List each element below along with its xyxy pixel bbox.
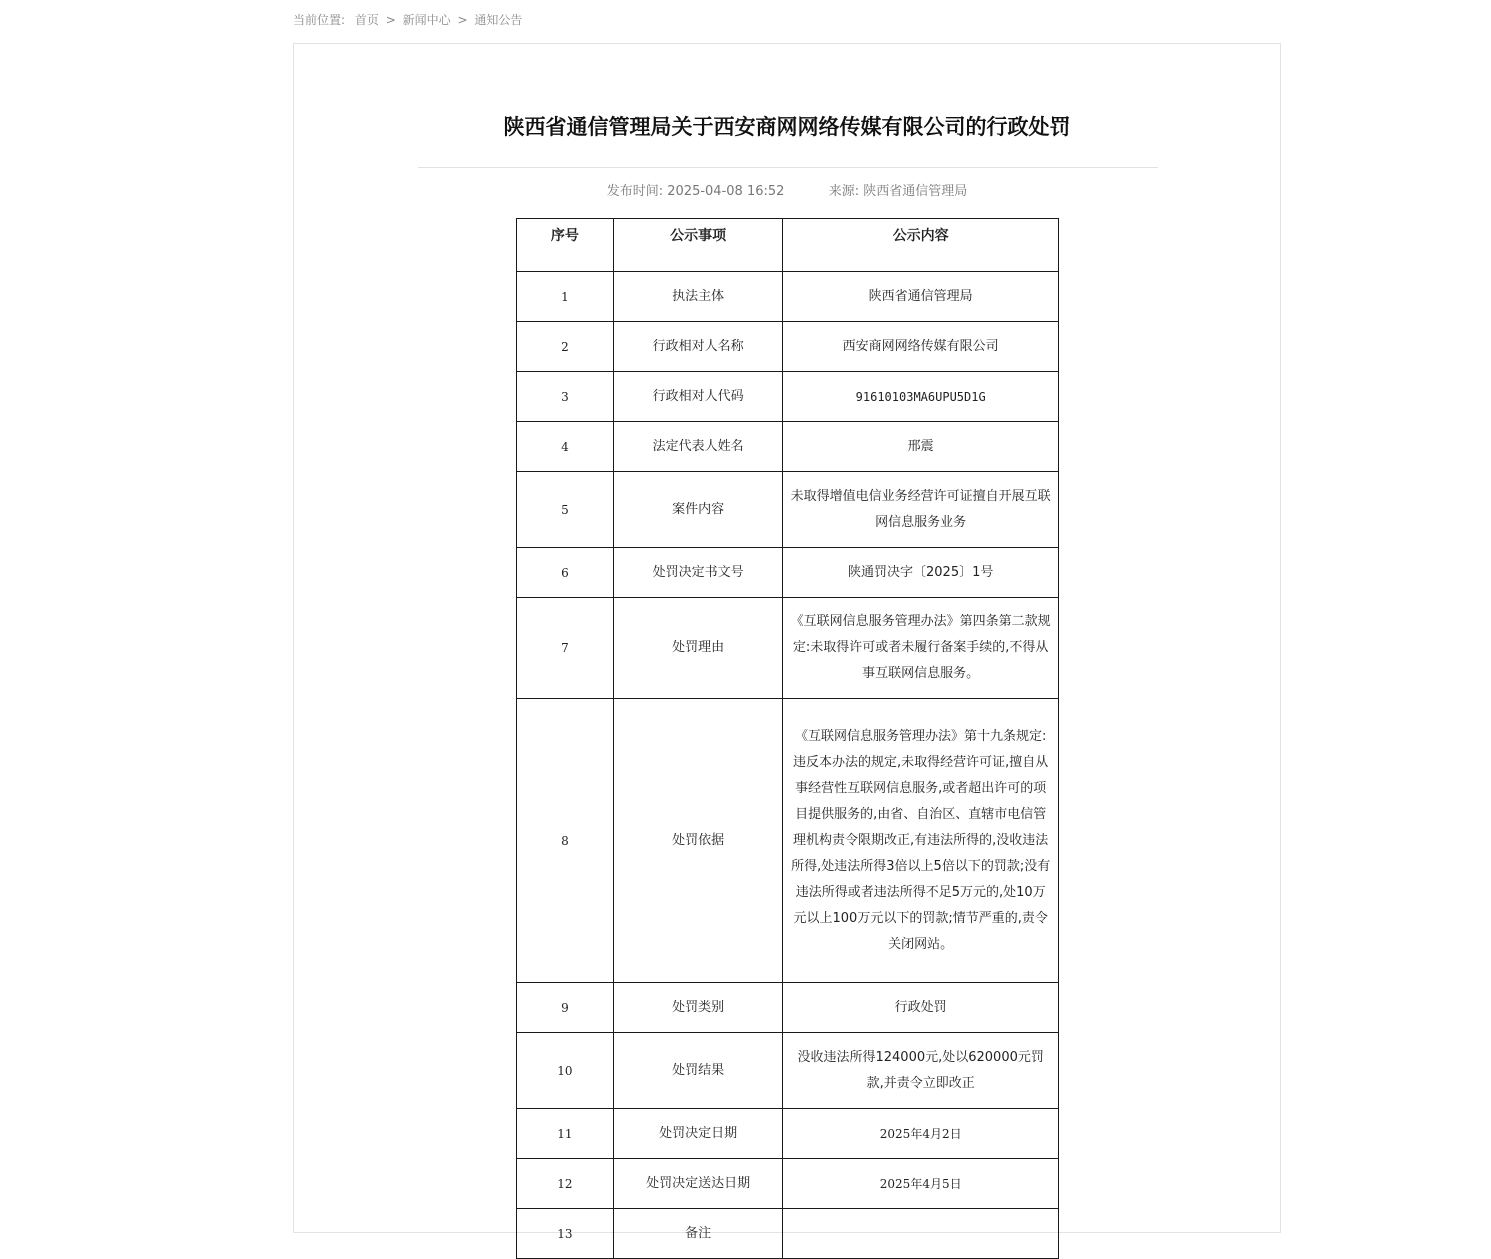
row-no: 4 [517,422,614,472]
row-item: 处罚依据 [613,699,783,983]
row-item: 处罚决定书文号 [613,548,783,598]
breadcrumb-lead: 当前位置: [293,13,346,27]
header-no: 序号 [517,219,614,272]
article-meta [294,182,1280,202]
row-item: 法定代表人姓名 [613,422,783,472]
row-no: 10 [517,1033,614,1109]
breadcrumb-notices-link[interactable]: 通知公告 [474,13,523,27]
row-content: 西安商网网络传媒有限公司 [783,322,1059,372]
publish-time: 2025-04-08 16:52 [667,184,785,199]
header-item: 公示事项 [613,219,783,272]
table-row [517,548,1059,598]
row-no: 3 [517,372,614,422]
table-row [517,1109,1059,1159]
header-content: 公示内容 [783,219,1059,272]
penalty-table [516,218,1059,1259]
page-title: 陕西省通信管理局关于西安商网网络传媒有限公司的行政处罚 [503,115,1071,139]
row-item: 行政相对人名称 [613,322,783,372]
table-header-row [517,219,1059,272]
table-row [517,422,1059,472]
row-content: 陕通罚决字〔2025〕1号 [783,548,1059,598]
article-panel [293,43,1281,1241]
row-content: 《互联网信息服务管理办法》第四条第二款规定:未取得许可或者未履行备案手续的,不得从事互联网信息服务。 [783,598,1059,699]
table-row [517,983,1059,1033]
table-row [517,272,1059,322]
table-row [517,472,1059,548]
source-name: 陕西省通信管理局 [863,184,968,199]
row-no: 13 [517,1209,614,1259]
row-no: 11 [517,1109,614,1159]
row-item: 备注 [613,1209,783,1259]
row-no: 9 [517,983,614,1033]
row-item: 执法主体 [613,272,783,322]
row-no: 5 [517,472,614,548]
row-no: 7 [517,598,614,699]
row-item: 处罚结果 [613,1033,783,1109]
row-no: 8 [517,699,614,983]
row-content: 行政处罚 [783,983,1059,1033]
row-item: 处罚决定日期 [613,1109,783,1159]
row-no: 6 [517,548,614,598]
breadcrumb-separator: > [385,13,396,27]
row-content: 《互联网信息服务管理办法》第十九条规定:违反本办法的规定,未取得经营许可证,擅自从事经营性互联网信息服务,或者超出许可的项目提供服务的,由省、自治区、直辖市电信管理机构责令限期改正,有违法所得的,没收违法所得,处违法所得3倍以上5倍以下的罚款;没有违法所得或者违法所得不足5万元的,处10万元以上100万元以下的罚款;情节严重的,责令关闭网站。 [783,699,1059,983]
row-item: 案件内容 [613,472,783,548]
table-row [517,372,1059,422]
source-label: 来源: [828,184,860,199]
row-content: 2025年4月5日 [783,1159,1059,1209]
row-content: 没收违法所得124000元,处以620000元罚款,并责令立即改正 [783,1033,1059,1109]
table-row [517,1159,1059,1209]
row-content: 91610103MA6UPU5D1G [783,372,1059,422]
row-content: 未取得增值电信业务经营许可证擅自开展互联网信息服务业务 [783,472,1059,548]
row-item: 处罚决定送达日期 [613,1159,783,1209]
row-no: 1 [517,272,614,322]
breadcrumb [293,11,522,29]
breadcrumb-separator: > [457,13,468,27]
row-item: 处罚理由 [613,598,783,699]
table-row [517,1209,1059,1259]
table-row [517,598,1059,699]
row-item: 处罚类别 [613,983,783,1033]
row-item: 行政相对人代码 [613,372,783,422]
table-row [517,322,1059,372]
row-content: 陕西省通信管理局 [783,272,1059,322]
publish-time-label: 发布时间: [606,184,664,199]
breadcrumb-home-link[interactable]: 首页 [354,13,379,27]
row-no: 2 [517,322,614,372]
row-content: 邢震 [783,422,1059,472]
row-content [783,1209,1059,1259]
row-no: 12 [517,1159,614,1209]
table-row [517,699,1059,983]
breadcrumb-news-center-link[interactable]: 新闻中心 [402,13,451,27]
row-content: 2025年4月2日 [783,1109,1059,1159]
title-divider [418,167,1158,168]
table-row [517,1033,1059,1109]
